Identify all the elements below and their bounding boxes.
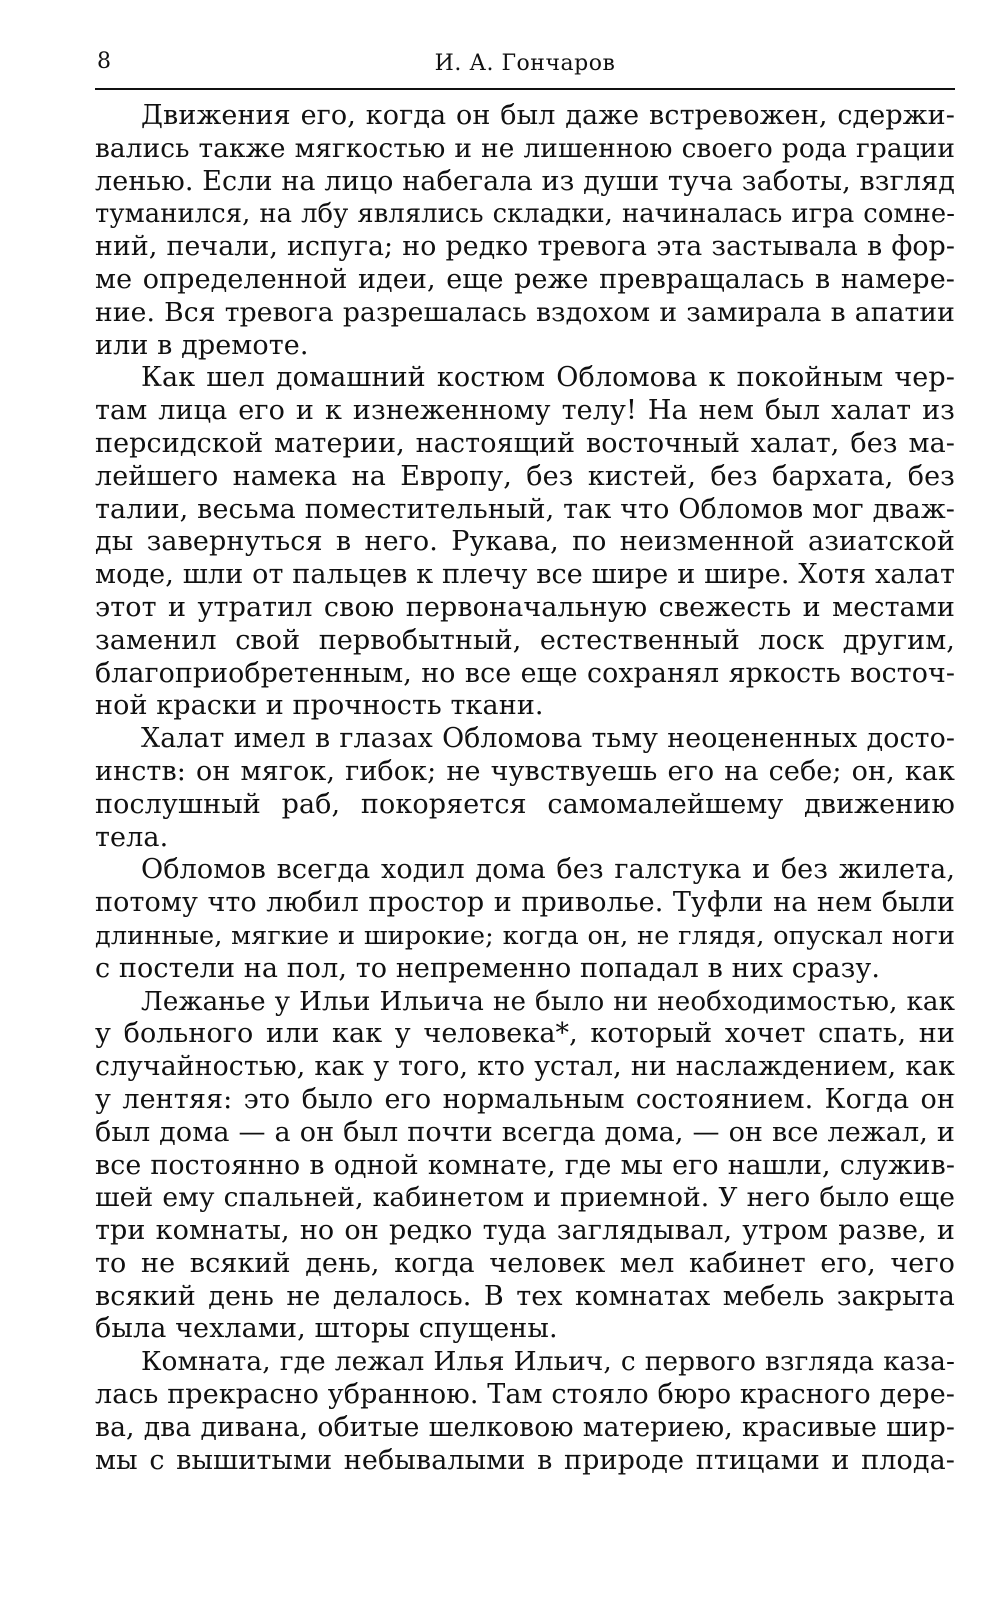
text-line: лейшего намека на Европу, без кистей, без бархата, без xyxy=(95,460,955,492)
paragraph xyxy=(95,986,955,1347)
text-line: вались также мягкостью и не лишенною своего рода грации xyxy=(95,133,955,164)
text-line: мы с вышитыми небывалыми в природе птицами и плода- xyxy=(95,1444,955,1476)
text-line: благоприобретенным, но все еще сохранял яркость восточ- xyxy=(95,657,955,689)
text-line: всякий день не делалось. В тех комнатах мебель закрыта xyxy=(95,1280,955,1312)
text-line: талии, весьма поместительный, так что Обломов мог дваж- xyxy=(95,493,955,525)
text-line: была чехлами, шторы спущены. xyxy=(95,1313,558,1345)
text-line: Халат имел в глазах Обломова тьму неоцененных досто- xyxy=(141,723,955,755)
text-line: ленью. Если на лицо набегала из души туча заботы, взгляд xyxy=(95,165,955,197)
text-line: потому что любил простор и приволье. Туфли на нем были xyxy=(95,887,955,919)
text-line: персидской материи, настоящий восточный халат, без ма- xyxy=(95,427,955,459)
paragraph xyxy=(95,100,955,362)
text-line: с постели на пол, то непременно попадал в них сразу. xyxy=(95,952,881,984)
text-line: ний, печали, испуга; но редко тревога эта застывала в фор- xyxy=(95,231,955,263)
text-line: то не всякий день, когда человек мел кабинет его, чего xyxy=(95,1247,955,1279)
text-line: инств: он мягок, гибок; не чувствуешь его на себе; он, как xyxy=(95,755,955,787)
paragraph xyxy=(95,723,955,854)
running-head: И. А. Гончаров xyxy=(434,51,616,76)
text-line: Обломов всегда ходил дома без галстука и без жилета, xyxy=(141,854,955,886)
text-line: тела. xyxy=(95,821,169,853)
paragraph xyxy=(95,1346,955,1477)
text-line: Комната, где лежал Илья Ильич, с первого взгляда каза- xyxy=(141,1346,955,1378)
text-line: послушный раб, покоряется самомалейшему движению xyxy=(95,788,955,820)
text-line: этот и утратил свою первоначальную свежесть и местами xyxy=(95,591,955,623)
text-line: там лица его и к изнеженному телу! На нем был халат из xyxy=(95,395,955,427)
text-line: Лежанье у Ильи Ильича не было ни необходимостью, как xyxy=(141,986,955,1017)
paragraph xyxy=(95,854,955,985)
text-line: Движения его, когда он был даже встревожен, сдержи- xyxy=(141,100,955,131)
text-line: у лентяя: это было его нормальным состоянием. Когда он xyxy=(95,1083,955,1115)
text-line: ние. Вся тревога разрешалась вздохом и замирала в апатии xyxy=(95,296,955,328)
text-line: туманился, на лбу являлись складки, начиналась игра сомне- xyxy=(95,199,955,230)
paragraph xyxy=(95,362,955,723)
body-text xyxy=(95,100,955,1477)
header-rule xyxy=(95,88,955,90)
text-line: моде, шли от пальцев к плечу все шире и шире. Хотя халат xyxy=(95,559,955,591)
text-line: Как шел домашний костюм Обломова к покойным чер- xyxy=(141,362,955,394)
text-line: ме определенной идеи, еще реже превращалась в намере- xyxy=(95,263,955,295)
text-line: лась прекрасно убранною. Там стояло бюро красного дере- xyxy=(95,1379,955,1411)
text-line: ды завернуться в него. Рукава, по неизменной азиатской xyxy=(95,526,955,558)
page-number: 8 xyxy=(97,49,111,74)
page-header xyxy=(95,48,955,88)
text-line: ной краски и прочность ткани. xyxy=(95,690,544,722)
text-line: был дома — а он был почти всегда дома, — он все лежал, и xyxy=(95,1116,955,1148)
text-line: или в дремоте. xyxy=(95,329,309,361)
text-line: шей ему спальней, кабинетом и приемной. У него было еще xyxy=(95,1182,955,1214)
text-line: у больного или как у человека*, который хочет спать, ни xyxy=(95,1018,955,1050)
text-line: заменил свой первобытный, естественный лоск другим, xyxy=(95,624,955,656)
text-line: случайностью, как у того, кто устал, ни наслаждением, как xyxy=(95,1051,955,1083)
text-line: все постоянно в одной комнате, где мы его нашли, служив- xyxy=(95,1149,955,1181)
text-line: три комнаты, но он редко туда заглядывал, утром разве, и xyxy=(95,1215,955,1247)
text-line: длинные, мягкие и широкие; когда он, не глядя, опускал ноги xyxy=(95,920,955,951)
text-line: ва, два дивана, обитые шелковою материею, красивые шир- xyxy=(95,1411,955,1443)
